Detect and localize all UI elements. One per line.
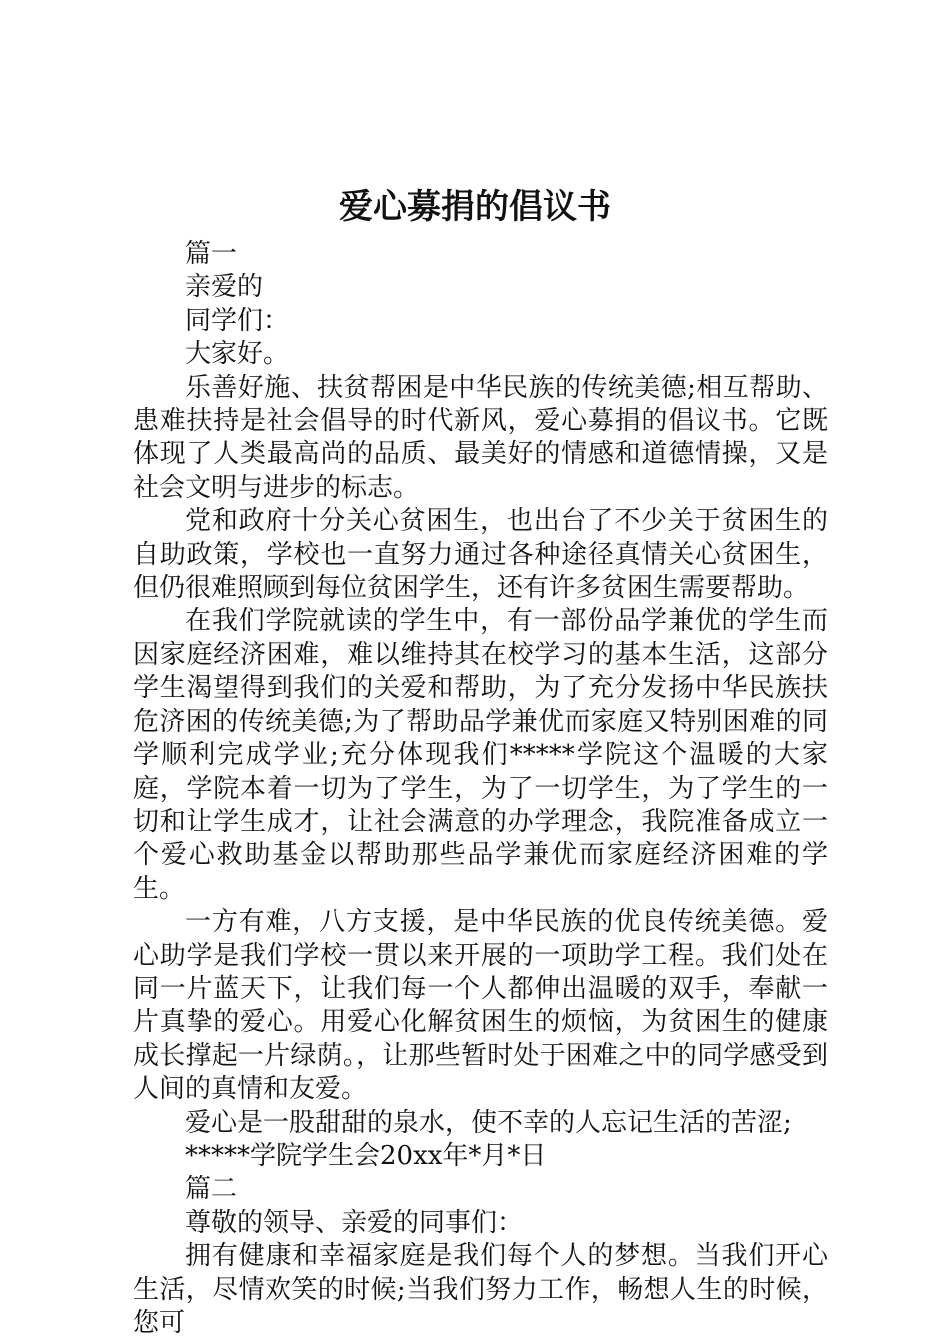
paragraph: 爱心是一股甜甜的泉水，使不幸的人忘记生活的苦涩; <box>185 1107 792 1138</box>
document-body <box>133 238 828 1340</box>
section-heading-1: 篇一 <box>185 239 238 269</box>
signature-line: *****学院学生会20xx年*月*日 <box>185 1140 547 1171</box>
paragraph: 在我们学院就读的学生中，有一部份品学兼优的学生而因家庭经济困难，难以维持其在校学习的基本生活，这部分学生渴望得到我们的关爱和帮助，为了充分发扬中华民族扶危济困的传统美德;为了帮助品学兼优而家庭又特别困难的同学顺利完成学业;充分体现我们*****学院这个温暖的大家庭，学院本着一切为了学生，为了一切学生，为了学生的一切和让学生成才，让社会满意的办学理念，我院准备成立一个爱心救助基金以帮助那些品学兼优而家庭经济困难的学生。 <box>133 606 828 904</box>
paragraph: 一方有难，八方支援，是中华民族的优良传统美德。爱心助学是我们学校一贯以来开展的一项助学工程。我们处在同一片蓝天下，让我们每一个人都伸出温暖的双手，奉献一片真挚的爱心。用爱心化解贫困生的烦恼，为贫困生的健康成长撑起一片绿荫。，让那些暂时处于困难之中的同学感受到人间的真情和友爱。 <box>133 907 828 1105</box>
salutation-line: 尊敬的领导、亲爱的同事们： <box>185 1207 524 1238</box>
salutation-line-1: 亲爱的 <box>185 272 264 303</box>
paragraph: 拥有健康和幸福家庭是我们每个人的梦想。当我们开心生活，尽情欢笑的时候;当我们努力工作，畅想人生的时候，您可 <box>133 1241 828 1338</box>
salutation-line-2: 同学们： <box>185 305 290 336</box>
paragraph: 党和政府十分关心贫困生，也出台了不少关于贫困生的自助政策，学校也一直努力通过各种途径真情关心贫困生，但仍很难照顾到每位贫困学生，还有许多贫困生需要帮助。 <box>133 506 828 604</box>
greeting: 大家好。 <box>185 339 290 370</box>
section-heading-2: 篇二 <box>185 1174 238 1205</box>
paragraph: 乐善好施、扶贫帮困是中华民族的传统美德;相互帮助、患难扶持是社会倡导的时代新风，爱心募捐的倡议书。它既体现了人类最高尚的品质、最美好的情感和道德情操，又是社会文明与进步的标志。 <box>133 372 828 503</box>
document-title: 爱心募捐的倡议书 <box>339 187 611 227</box>
